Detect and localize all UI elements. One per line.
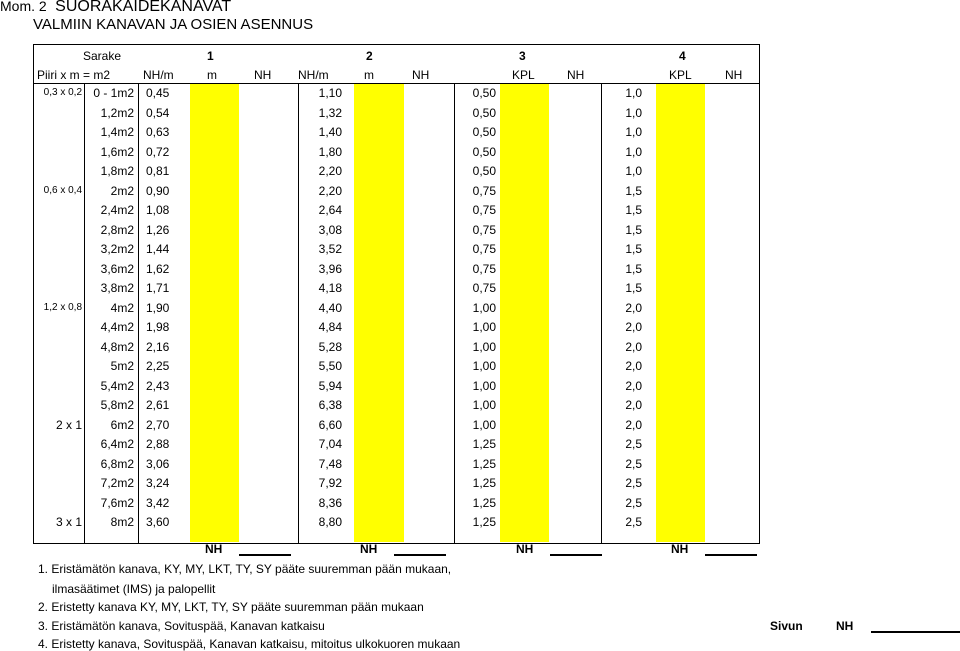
row-size-label: 7,6m2 — [100, 496, 134, 510]
row-group-label: 0,3 x 0,2 — [43, 87, 82, 98]
page-heading — [0, 0, 231, 16]
col2-nh-per-m: 5,94 — [318, 379, 342, 393]
col1-nh-per-m: 2,25 — [146, 359, 170, 373]
col4-nh: 1,5 — [625, 262, 642, 276]
col3-nh: 1,00 — [472, 320, 496, 334]
row-size-label: 3,8m2 — [100, 281, 134, 295]
total-label-4: NH — [671, 542, 689, 556]
col1-nh-per-m: 2,70 — [146, 418, 170, 432]
row-size-label: 1,6m2 — [100, 145, 134, 159]
row-group-label: 1,2 x 0,8 — [43, 302, 82, 313]
column-3-header: 3 — [519, 49, 526, 63]
col2-nh-per-m: 6,60 — [318, 418, 342, 432]
col4-nh: 2,5 — [625, 457, 642, 471]
row-size-label: 4,4m2 — [100, 320, 134, 334]
row-size-label: 2m2 — [110, 184, 134, 198]
col2-nh-per-m: 3,08 — [318, 223, 342, 237]
col3-nh: 0,75 — [472, 262, 496, 276]
nh-per-m-header-1: NH/m — [143, 68, 174, 82]
m-header-1: m — [207, 68, 217, 82]
note-1: 1. Eristämätön kanava, KY, MY, LKT, TY, SY pääte suuremman pään mukaan, — [38, 562, 452, 576]
col2-nh-per-m: 3,52 — [318, 242, 342, 256]
col4-nh: 1,0 — [625, 106, 642, 120]
col2-nh-per-m: 2,20 — [318, 184, 342, 198]
col3-nh: 1,25 — [472, 515, 496, 529]
col3-nh: 1,00 — [472, 418, 496, 432]
col2-nh-per-m: 6,38 — [318, 398, 342, 412]
row-group-label: 2 x 1 — [55, 418, 82, 432]
page-subtitle: VALMIIN KANAVAN JA OSIEN ASENNUS — [33, 16, 314, 33]
col1-nh-per-m: 1,26 — [146, 223, 170, 237]
col3-nh: 1,25 — [472, 476, 496, 490]
col3-nh: 1,00 — [472, 359, 496, 373]
col1-nh-per-m: 2,88 — [146, 437, 170, 451]
col4-nh: 1,0 — [625, 164, 642, 178]
col4-nh: 1,5 — [625, 184, 642, 198]
col1-nh-per-m: 3,60 — [146, 515, 170, 529]
total-field-2[interactable] — [394, 554, 446, 556]
col1-nh-per-m: 2,61 — [146, 398, 170, 412]
page-total-label: Sivun — [770, 619, 803, 633]
total-label-3: NH — [516, 542, 534, 556]
col3-nh: 1,00 — [472, 340, 496, 354]
nh-header-4: NH — [725, 68, 743, 82]
note-3: 3. Eristämätön kanava, Sovituspää, Kanavan katkaisu — [38, 619, 325, 633]
total-field-1[interactable] — [239, 554, 291, 556]
col3-nh: 0,75 — [472, 203, 496, 217]
col2-nh-per-m: 5,28 — [318, 340, 342, 354]
total-label-2: NH — [360, 542, 378, 556]
total-field-3[interactable] — [550, 554, 602, 556]
col1-nh-per-m: 0,90 — [146, 184, 170, 198]
col2-nh-per-m: 4,40 — [318, 301, 342, 315]
row-group-label: 0,6 x 0,4 — [43, 185, 82, 196]
col1-nh-per-m: 0,72 — [146, 145, 170, 159]
header-divider — [33, 83, 759, 84]
col1-nh-per-m: 1,90 — [146, 301, 170, 315]
col4-nh: 1,0 — [625, 86, 642, 100]
col3-nh: 0,75 — [472, 223, 496, 237]
col1-nh-per-m: 3,06 — [146, 457, 170, 471]
kpl-header-4: KPL — [669, 68, 692, 82]
row-size-label: 6,4m2 — [100, 437, 134, 451]
col4-nh: 1,0 — [625, 125, 642, 139]
col2-nh-per-m: 8,80 — [318, 515, 342, 529]
col4-nh: 2,5 — [625, 496, 642, 510]
col3-nh: 1,25 — [472, 437, 496, 451]
col2-nh-per-m: 2,64 — [318, 203, 342, 217]
col1-nh-per-m: 0,54 — [146, 106, 170, 120]
column-4-header: 4 — [679, 49, 686, 63]
col1-nh-per-m: 1,62 — [146, 262, 170, 276]
col1-nh-per-m: 1,44 — [146, 242, 170, 256]
row-size-label: 0 - 1m2 — [93, 86, 134, 100]
col1-nh-per-m: 2,16 — [146, 340, 170, 354]
total-label-1: NH — [205, 542, 223, 556]
col2-nh-per-m: 3,96 — [318, 262, 342, 276]
col2-nh-per-m: 4,18 — [318, 281, 342, 295]
sarake-label: Sarake — [83, 49, 122, 63]
col4-nh: 1,0 — [625, 145, 642, 159]
col3-nh: 1,25 — [472, 457, 496, 471]
col3-nh: 1,00 — [472, 301, 496, 315]
row-size-label: 8m2 — [110, 515, 134, 529]
col4-nh: 2,5 — [625, 476, 642, 490]
col3-nh: 0,50 — [472, 86, 496, 100]
col1-nh-per-m: 0,63 — [146, 125, 170, 139]
row-size-label: 2,4m2 — [100, 203, 134, 217]
note-2: 2. Eristetty kanava KY, MY, LKT, TY, SY pääte suuremman pään mukaan — [38, 600, 424, 614]
page-total-nh-label: NH — [836, 619, 854, 633]
col1-nh-per-m: 1,08 — [146, 203, 170, 217]
kpl-header-3: KPL — [512, 68, 535, 82]
page-title: SUORAKAIDEKANAVAT — [55, 0, 232, 15]
col2-nh-per-m: 4,84 — [318, 320, 342, 334]
col1-nh-per-m: 1,71 — [146, 281, 170, 295]
col1-nh-per-m: 0,81 — [146, 164, 170, 178]
col3-nh: 0,50 — [472, 145, 496, 159]
col1-nh-per-m: 0,45 — [146, 86, 170, 100]
col4-nh: 2,0 — [625, 359, 642, 373]
col3-nh: 0,50 — [472, 106, 496, 120]
column-1-left-divider — [138, 83, 139, 543]
col4-nh: 2,0 — [625, 398, 642, 412]
col4-nh: 1,5 — [625, 242, 642, 256]
col3-nh: 0,75 — [472, 281, 496, 295]
nh-header-3: NH — [567, 68, 585, 82]
row-size-label: 3,2m2 — [100, 242, 134, 256]
col2-nh-per-m: 7,04 — [318, 437, 342, 451]
table-frame — [33, 44, 760, 544]
nh-per-m-header-2: NH/m — [298, 68, 329, 82]
col1-nh-per-m: 3,24 — [146, 476, 170, 490]
col2-nh-per-m: 7,48 — [318, 457, 342, 471]
row-size-label: 1,4m2 — [100, 125, 134, 139]
col4-nh: 1,5 — [625, 203, 642, 217]
note-4: 4. Eristetty kanava, Sovituspää, Kanavan katkaisu, mitoitus ulkokuoren mukaan — [38, 637, 461, 651]
row-size-label: 4m2 — [110, 301, 134, 315]
col2-nh-per-m: 8,36 — [318, 496, 342, 510]
col2-nh-per-m: 5,50 — [318, 359, 342, 373]
col3-nh: 0,75 — [472, 184, 496, 198]
row-size-label: 4,8m2 — [100, 340, 134, 354]
col3-nh: 0,50 — [472, 125, 496, 139]
column-1-header: 1 — [207, 49, 214, 63]
row-size-label: 2,8m2 — [100, 223, 134, 237]
col2-nh-per-m: 1,40 — [318, 125, 342, 139]
total-field-4[interactable] — [705, 554, 757, 556]
col2-nh-per-m: 7,92 — [318, 476, 342, 490]
col3-nh: 1,25 — [472, 496, 496, 510]
row-size-label: 5,8m2 — [100, 398, 134, 412]
note-1-cont: ilmasäätimet (IMS) ja palopellit — [52, 582, 216, 596]
row-size-label: 7,2m2 — [100, 476, 134, 490]
col1-nh-per-m: 2,43 — [146, 379, 170, 393]
col4-nh: 2,0 — [625, 379, 642, 393]
col4-nh: 1,5 — [625, 223, 642, 237]
section-number: Mom. 2 — [0, 0, 47, 14]
row-size-label: 6m2 — [110, 418, 134, 432]
row-size-label: 5,4m2 — [100, 379, 134, 393]
page-total-field[interactable] — [871, 631, 960, 633]
col2-nh-per-m: 2,20 — [318, 164, 342, 178]
row-size-label: 3,6m2 — [100, 262, 134, 276]
col2-nh-per-m: 1,10 — [318, 86, 342, 100]
column-2-header: 2 — [366, 49, 373, 63]
col2-nh-per-m: 1,32 — [318, 106, 342, 120]
col4-nh: 2,5 — [625, 437, 642, 451]
row-group-label: 3 x 1 — [55, 515, 82, 529]
col1-nh-per-m: 3,42 — [146, 496, 170, 510]
col4-nh: 2,0 — [625, 418, 642, 432]
col3-nh: 1,00 — [472, 379, 496, 393]
col4-nh: 2,0 — [625, 340, 642, 354]
nh-header-1: NH — [254, 68, 272, 82]
col3-nh: 0,75 — [472, 242, 496, 256]
col3-nh: 1,00 — [472, 398, 496, 412]
col4-nh: 2,5 — [625, 515, 642, 529]
col4-nh: 2,0 — [625, 301, 642, 315]
col4-nh: 2,0 — [625, 320, 642, 334]
row-size-label: 6,8m2 — [100, 457, 134, 471]
piiri-header: Piiri x m = m2 — [37, 68, 111, 82]
row-size-label: 5m2 — [110, 359, 134, 373]
row-size-label: 1,8m2 — [100, 164, 134, 178]
row-size-label: 1,2m2 — [100, 106, 134, 120]
col2-nh-per-m: 1,80 — [318, 145, 342, 159]
m-header-2: m — [364, 68, 374, 82]
col1-nh-per-m: 1,98 — [146, 320, 170, 334]
col4-nh: 1,5 — [625, 281, 642, 295]
col3-nh: 0,50 — [472, 164, 496, 178]
nh-header-2: NH — [412, 68, 430, 82]
